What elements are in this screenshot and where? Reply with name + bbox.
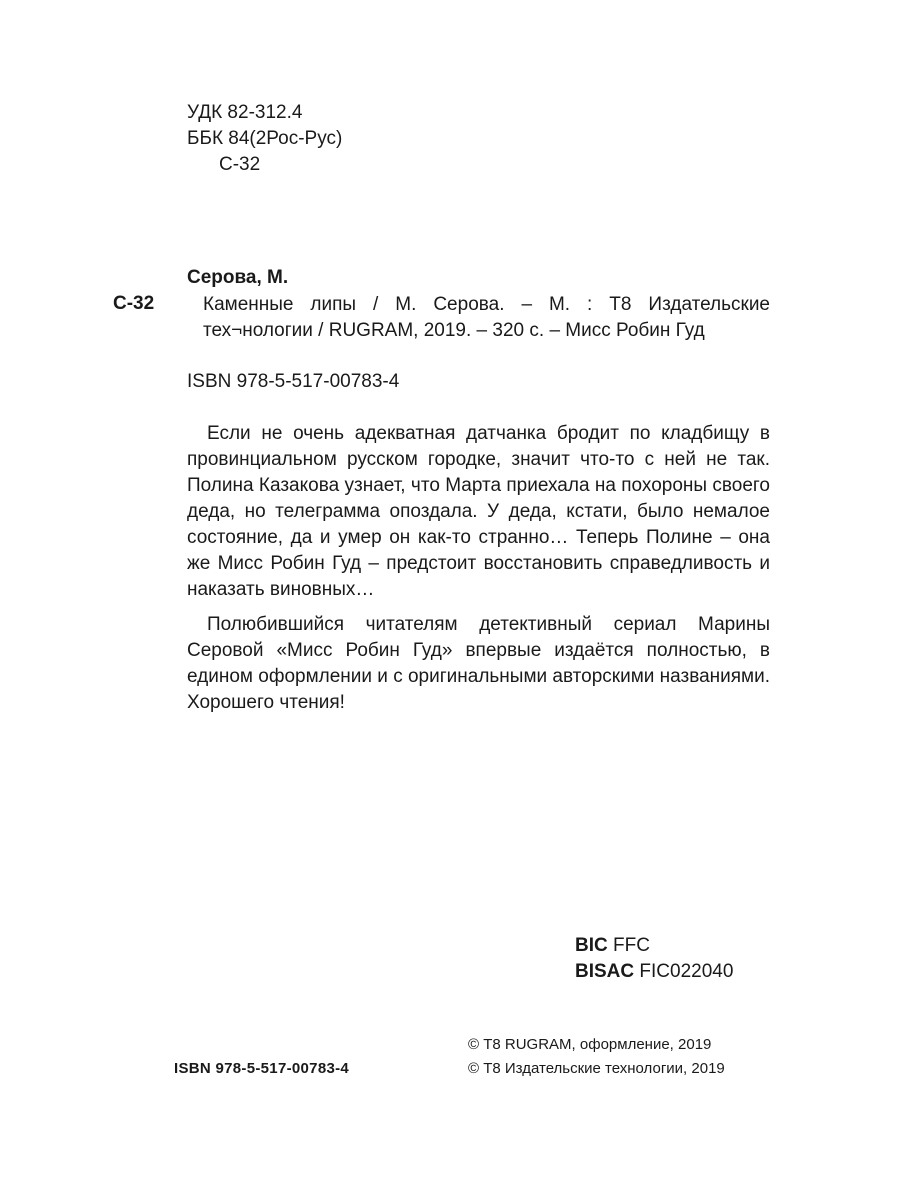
bibliography-line-2: тех¬нологии / RUGRAM, 2019. – 320 с. – Мисс Робин Гуд xyxy=(203,320,705,341)
bisac-value: FIC022040 xyxy=(639,961,734,982)
bic-code-line xyxy=(575,933,733,959)
bbk-code: ББК 84(2Рос-Рус) xyxy=(187,128,343,149)
annotation-paragraph-1: Если не очень адекватная датчанка бродит по кладбищу в провинциальном русском городке, значит что-то с ней не так. Полина Казакова узнает, что Марта приехала на похороны своего деда, но телеграмма опоздала. У деда, кстати, было немалое состояние, да и умер он как-то странно… Теперь Полине – она же Мисс Робин Гуд – предстоит восстановить справедливость и наказать виновных… xyxy=(187,423,770,600)
annotation-paragraph-2: Полюбившийся читателям детективный сериал Марины Серовой «Мисс Робин Гуд» впервые издаётся полностью, в едином оформлении и с оригинальными авторскими названиями. Хорошего чтения! xyxy=(187,614,771,713)
annotation xyxy=(187,421,770,716)
copyright-block xyxy=(468,1033,725,1081)
classification-block xyxy=(187,100,342,178)
subject-codes xyxy=(575,933,733,985)
bic-label: BIC xyxy=(575,935,608,956)
author-mark-code: С-32 xyxy=(219,154,261,175)
bic-value: FFC xyxy=(613,935,650,956)
bisac-label: BISAC xyxy=(575,961,635,982)
isbn-line: ISBN 978-5-517-00783-4 xyxy=(187,371,400,392)
udk-code: УДК 82-312.4 xyxy=(187,102,303,123)
bisac-code-line xyxy=(575,959,733,985)
bibliography-code-mark: С-32 xyxy=(113,293,155,314)
footer-isbn: ISBN 978-5-517-00783-4 xyxy=(174,1060,350,1077)
copyright-line-2: © Т8 Издательские технологии, 2019 xyxy=(468,1060,725,1077)
author-name: Серова, М. xyxy=(187,267,289,288)
bibliographic-description xyxy=(203,292,770,344)
bibliography-line-1: Каменные липы / М. Серова. – М. : Т8 Издательские xyxy=(203,294,770,315)
copyright-line-1: © Т8 RUGRAM, оформление, 2019 xyxy=(468,1036,712,1053)
